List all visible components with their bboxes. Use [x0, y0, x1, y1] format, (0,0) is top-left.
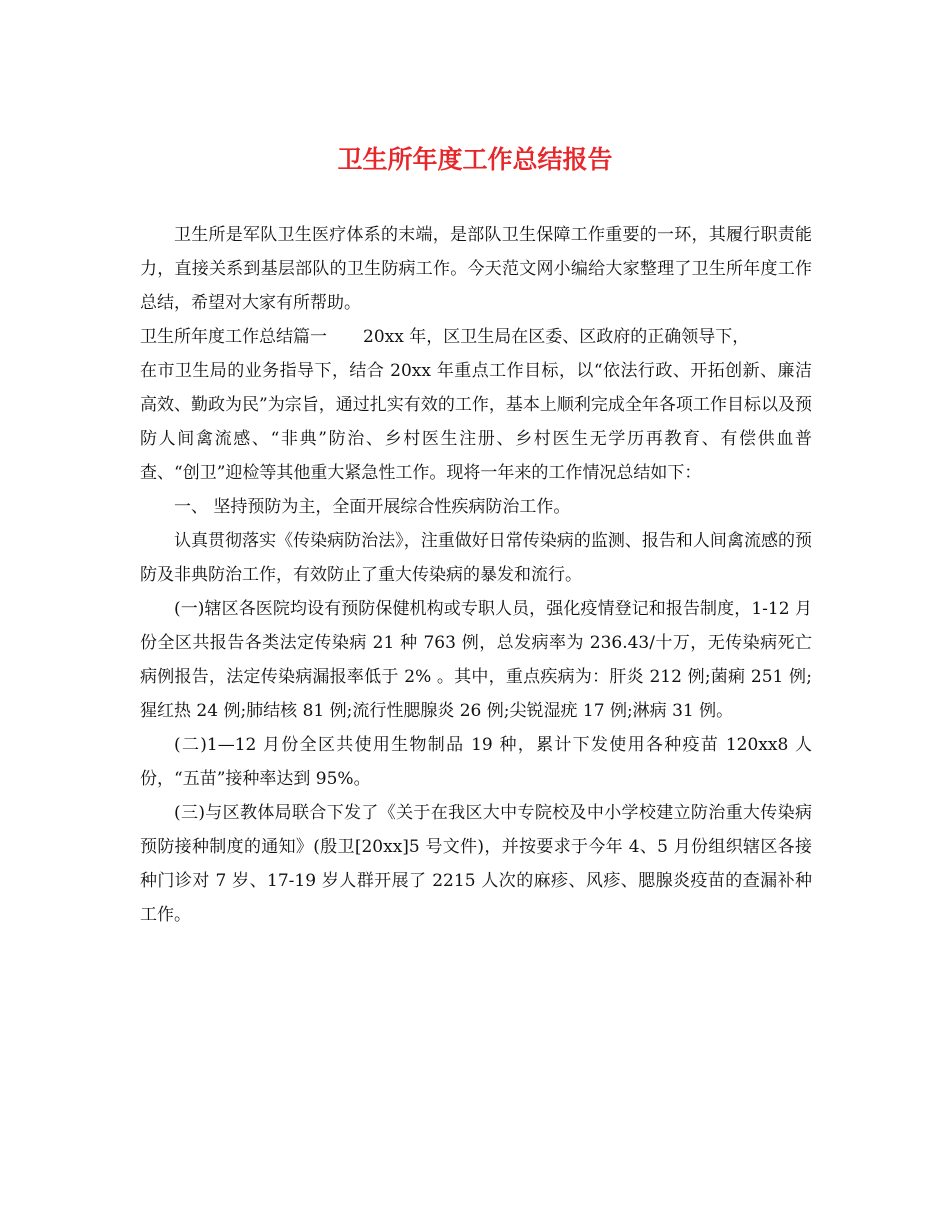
- item-two-paragraph: (二)1—12 月份全区共使用生物制品 19 种，累计下发使用各种疫苗 120xx8 人份，“五苗”接种率达到 95%。: [140, 735, 812, 789]
- section-one-paragraph: 认真贯彻落实《传染病防治法》，注重做好日常传染病的监测、报告和人间禽流感的预防及非典防治工作，有效防止了重大传染病的暴发和流行。: [140, 531, 812, 585]
- article-body-paragraph: 在市卫生局的业务指导下，结合 20xx 年重点工作目标，以“依法行政、开拓创新、廉洁高效、勤政为民”为宗旨，通过扎实有效的工作，基本上顺利完成全年各项工作目标以及预防人间禽流感、“非典”防治、乡村医生注册、乡村医生无学历再教育、有偿供血普查、“创卫”迎检等其他重大紧急性工作。现将一年来的工作情况总结如下：: [140, 361, 812, 483]
- document-body: [140, 218, 812, 932]
- article-lead-line: [140, 320, 812, 354]
- section-one-heading: 一、 坚持预防为主，全面开展综合性疾病防治工作。: [174, 497, 571, 517]
- article-heading: 卫生所年度工作总结篇一: [140, 327, 327, 347]
- item-three-paragraph: (三)与区教体局联合下发了《关于在我区大中专院校及中小学校建立防治重大传染病预防接种制度的通知》(殷卫[20xx]5 号文件)，并按要求于今年 4、5 月份组织辖区各接种门诊对 7 岁、17-19 岁人群开展了 2215 人次的麻疹、风疹、腮腺炎疫苗的查漏补种工作。: [140, 803, 812, 925]
- document-title: 卫生所年度工作总结报告: [337, 145, 613, 174]
- item-one-paragraph: (一)辖区各医院均设有预防保健机构或专职人员，强化疫情登记和报告制度，1-12 月份全区共报告各类法定传染病 21 种 763 例，总发病率为 236.43/十万，无传染病死亡病例报告，法定传染病漏报率低于 2% 。其中，重点疾病为：肝炎 212 例;菌痢 251 例;猩红热 24 例;肺结核 81 例;流行性腮腺炎 26 例;尖锐湿疣 17 例;淋病 31 例。: [140, 599, 812, 721]
- intro-paragraph: 卫生所是军队卫生医疗体系的末端，是部队卫生保障工作重要的一环，其履行职责能力，直接关系到基层部队的卫生防病工作。今天范文网小编给大家整理了卫生所年度工作总结，希望对大家有所帮助。: [140, 225, 812, 313]
- article-lead: 20xx 年，区卫生局在区委、区政府的正确领导下，: [363, 327, 750, 347]
